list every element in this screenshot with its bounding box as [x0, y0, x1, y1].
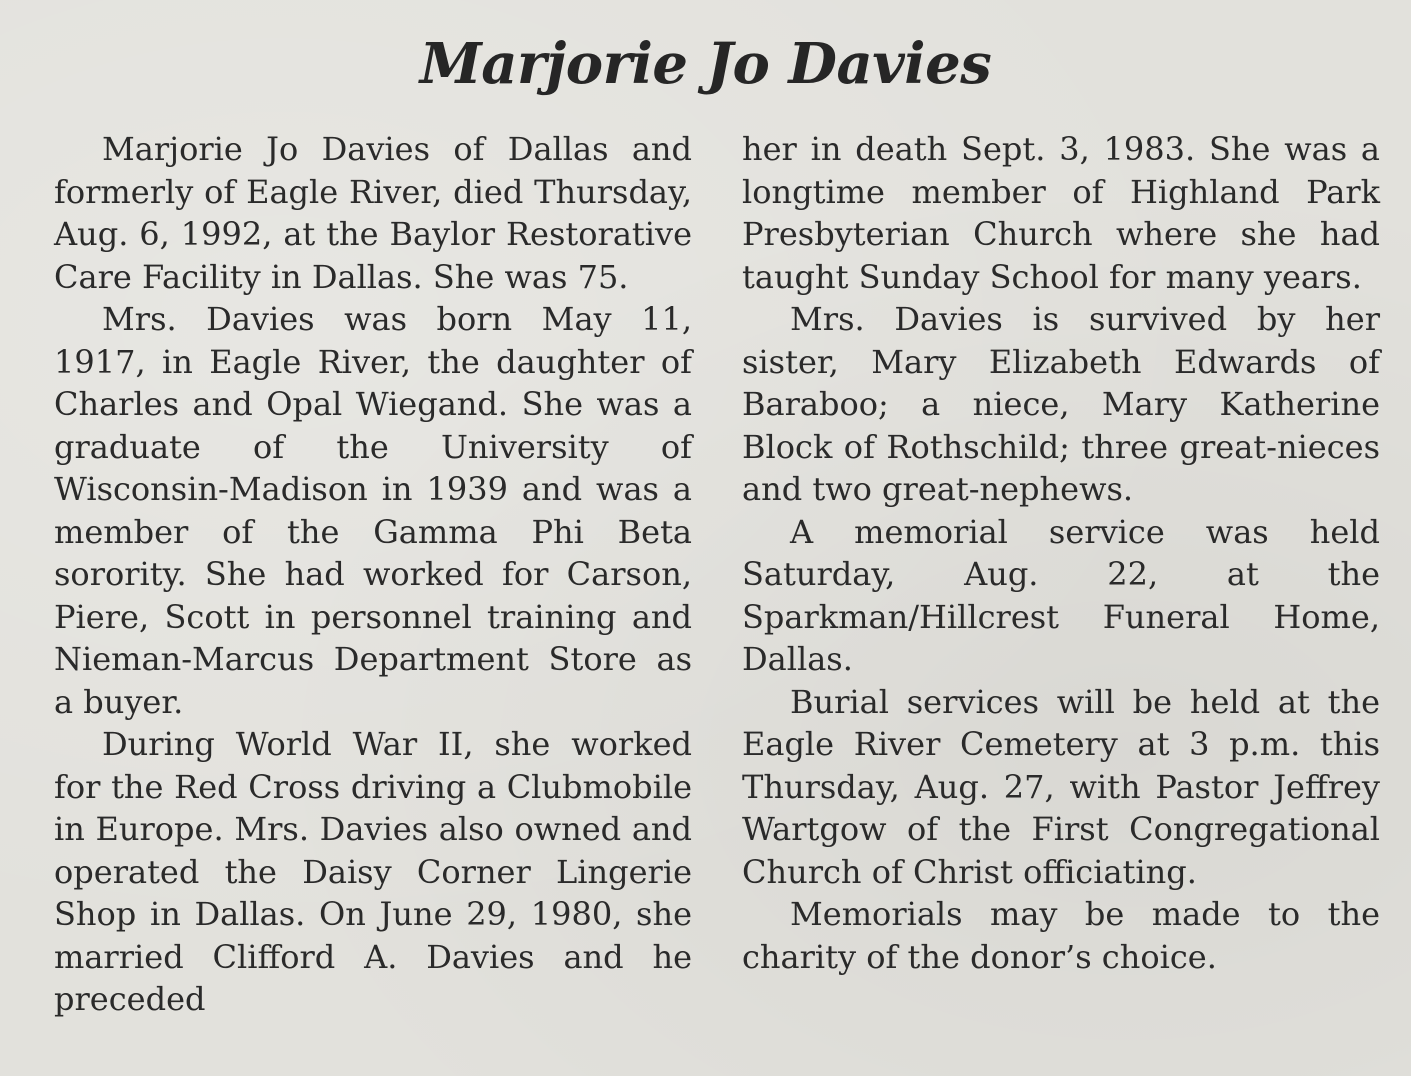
paragraph-death-notice: Marjorie Jo Davies of Dallas and formerly of Eagle River, died Thursday, Aug. 6, 1992, at the Baylor Restorative Care Facility in Dallas. She was 75. — [54, 130, 692, 296]
paragraph-survivors: Mrs. Davies is survived by her sister, Mary Elizabeth Edwards of Baraboo; a niece, Mary Katherine Block of Rothschild; three great-nieces and two great-nephews. — [742, 300, 1380, 508]
paragraph-war-service: During World War II, she worked for the Red Cross driving a Clubmobile in Europe. Mrs. Davies also owned and operated the Daisy Corner Lingerie Shop in Dallas. On June 29, 1980, she married Clifford A. Davies and he preceded — [54, 725, 692, 1018]
right-column — [742, 128, 1380, 978]
paragraph-biography: Mrs. Davies was born May 11, 1917, in Eagle River, the daughter of Charles and Opal Wiegand. She was a graduate of the University of Wisconsin-Madison in 1939 and was a member of the Gamma Phi Beta sorority. She had worked for Carson, Piere, Scott in personnel training and Nieman-Marcus Department Store as a buyer. — [54, 300, 692, 721]
paragraph-memorials: Memorials may be made to the charity of the donor’s choice. — [742, 895, 1380, 976]
left-column — [54, 128, 692, 1021]
paragraph-church-membership: her in death Sept. 3, 1983. She was a longtime member of Highland Park Presbyterian Church where she had taught Sunday School for many years. — [742, 130, 1380, 296]
paragraph-memorial-service: A memorial service was held Saturday, Aug. 22, at the Sparkman/Hillcrest Funeral Home, Dallas. — [742, 512, 1380, 678]
paragraph-burial-services: Burial services will be held at the Eagle River Cemetery at 3 p.m. this Thursday, Aug. 27, with Pastor Jeffrey Wartgow of the First Congregational Church of Christ officiating. — [742, 682, 1380, 891]
obituary-headline: Marjorie Jo Davies — [419, 31, 992, 97]
